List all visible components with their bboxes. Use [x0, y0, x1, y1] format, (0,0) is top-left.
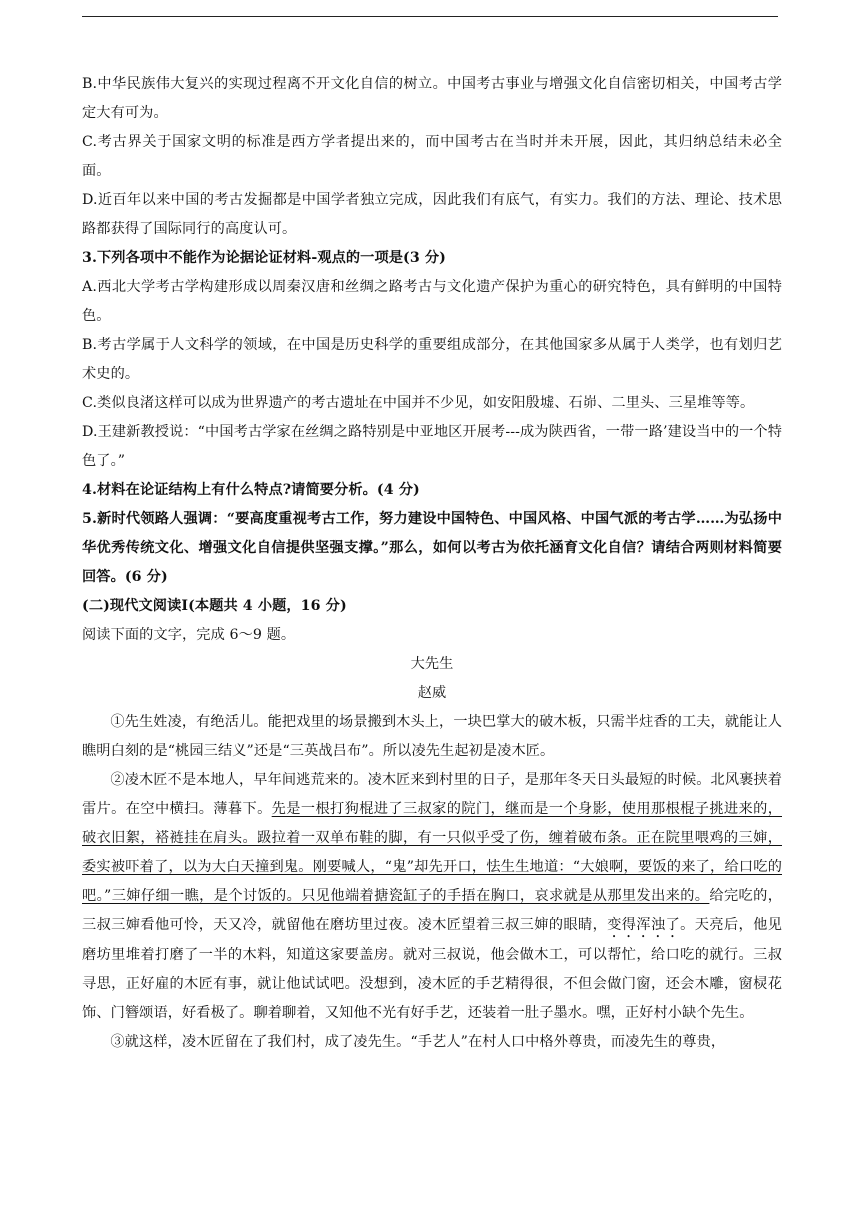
option-2d: D.近百年以来中国的考古发掘都是中国学者独立完成，因此我们有底气，有实力。我们的方法、理论、技术思路都获得了国际同行的高度认可。: [82, 192, 782, 237]
paragraph-2: [82, 766, 782, 1028]
document-body: [82, 70, 782, 1057]
story-title: 大先生: [410, 656, 454, 672]
story-author: 赵威: [417, 685, 447, 701]
paragraph-2-middle: 给完吃的，三叔三婶看他可怜，天又冷，就留他在磨坊里过夜。凌木匠望着三叔三婶的眼睛，: [82, 888, 782, 933]
reading-instruction: 阅读下面的文字，完成 6～9 题。: [82, 627, 296, 643]
option-3c: C.类似良渚这样可以成为世界遗产的考古遗址在中国并不少见，如安阳殷墟、石峁、二里头、三星堆等等。: [82, 395, 755, 411]
option-2c: C.考古界关于国家文明的标准是西方学者提出来的，而中国考古在当时并未开展，因此，其归纳总结未必全面。: [82, 134, 782, 179]
question-5: 5.新时代领路人强调：“要高度重视考古工作，努力建设中国特色、中国风格、中国气派的考古学……为弘扬中华优秀传统文化、增强文化自信提供坚强支撑。”那么，如何以考古为依托涵育文化自信？请结合两则材料简要回答。(6 分): [82, 511, 782, 585]
paragraph-3: ③就这样，凌木匠留在了我们村，成了凌先生。“手艺人”在村人口中格外尊贵，而凌先生的尊贵，: [110, 1034, 726, 1050]
dotted-phrase: 变得浑浊了: [607, 917, 681, 933]
paragraph-1: ①先生姓凌，有绝活儿。能把戏里的场景搬到木头上，一块巴掌大的破木板，只需半炷香的工夫，就能让人瞧明白刻的是“桃园三结义”还是“三英战吕布”。所以凌先生起初是凌木匠。: [82, 714, 782, 759]
section-heading: (二)现代文阅读Ⅰ(本题共 4 小题，16 分): [82, 598, 347, 614]
option-2b: B.中华民族伟大复兴的实现过程离不开文化自信的树立。中国考古事业与增强文化自信密切相关，中国考古学定大有可为。: [82, 76, 782, 121]
option-3a: A.西北大学考古学构建形成以周秦汉唐和丝绸之路考古与文化遗产保护为重心的研究特色，具有鲜明的中国特色。: [82, 279, 782, 324]
option-3d: D.王建新教授说：“中国考古学家在丝绸之路特别是中亚地区开展考---成为陕西省，一带一路’建设当中的一个特色了。”: [82, 424, 782, 469]
question-3-stem: 3.下列各项中不能作为论据论证材料-观点的一项是(3 分): [82, 250, 446, 266]
paragraph-2-intro: ②凌木匠不是本地人，早年间逃荒来的。凌木匠来到村里的日子，是那年冬天日头最短的时候。北风裹挟着雷片。在空中横扫。薄暮下。: [82, 772, 782, 817]
question-4: 4.材料在论证结构上有什么特点?请简要分析。(4 分): [82, 482, 420, 498]
header-rule: [82, 16, 778, 17]
option-3b: B.考古学属于人文科学的领域，在中国是历史科学的重要组成部分，在其他国家多从属于人类学，也有划归艺术史的。: [82, 337, 782, 382]
underlined-passage: 先是一根打狗棍进了三叔家的院门，继而是一个身影，使用那根棍子挑进来的，破衣旧絮，褡裢挂在肩头。趿拉着一双单布鞋的脚，有一只似乎受了伤，缠着破布条。正在院里喂鸡的三婶，委实被吓着了，以为大白天撞到鬼。刚要喊人，“鬼”却先开口，怯生生地道：“大娘啊，要饭的来了，给口吃的吧。”三婶仔细一瞧，是个讨饭的。只见他端着搪瓷缸子的手捂在胸口，哀求就是从那里发出来的。: [82, 801, 782, 904]
paragraph-2-end: 。天亮后，他见磨坊里堆着打磨了一半的木料，知道这家要盖房。就对三叔说，他会做木工，可以帮忙，给口吃的就行。三叔寻思，正好雇的木匠有事，就让他试试吧。没想到，凌木匠的手艺精得很，不但会做门窗，还会木雕，窗棂花饰、门簪颂语，好看极了。聊着聊着，又知他不光有好手艺，还装着一肚子墨水。嘿，正好村小缺个先生。: [82, 917, 782, 1021]
